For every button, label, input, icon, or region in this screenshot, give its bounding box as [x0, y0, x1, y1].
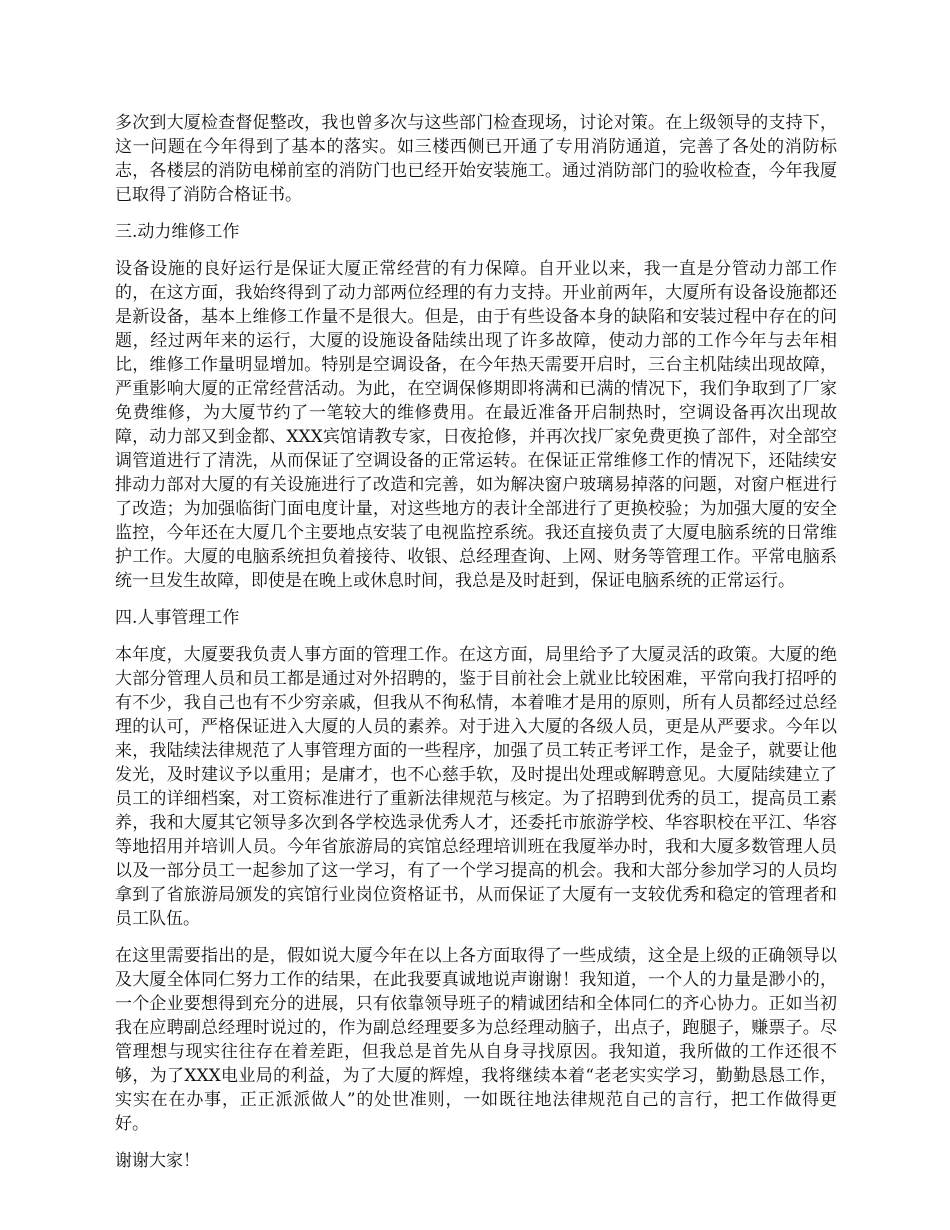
paragraph-power-maintenance: 设备设施的良好运行是保证大厦正常经营的有力保障。自开业以来，我一直是分管动力部工作的，在这方面，我始终得到了动力部两位经理的有力支持。开业前两年，大厦所有设备设施都还是新设备，基本上维修工作量不是很大。但是，由于有些设备本身的缺陷和安装过程中存在的问题，经过两年来的运行，大厦的设施设备陆续出现了许多故障，使动力部的工作今年与去年相比，维修工作量明显增加。特别是空调设备，在今年热天需要开启时，三台主机陆续出现故障，严重影响大厦的正常经营活动。为此，在空调保修期即将满和已满的情况下，我们争取到了厂家免费维修，为大厦节约了一笔较大的维修费用。在最近准备开启制热时，空调设备再次出现故障，动力部又到金都、XXX宾馆请教专家，日夜抢修，并再次找厂家免费更换了部件，对全部空调管道进行了清洗，从而保证了空调设备的正常运转。在保证正常维修工作的情况下，还陆续安排动力部对大厦的有关设施进行了改造和完善，如为解决窗户玻璃易掉落的问题，对窗户框进行了改造；为加强临街门面电度计量，对这些地方的表计全部进行了更换校验；为加强大厦的安全监控，今年还在大厦几个主要地点安装了电视监控系统。我还直接负责了大厦电脑系统的日常维护工作。大厦的电脑系统担负着接待、收银、总经理查询、上网、财务等管理工作。平常电脑系统一旦发生故障，即使是在晚上或休息时间，我总是及时赶到，保证电脑系统的正常运行。 — [115, 259, 837, 591]
section-heading-personnel-management: 四.人事管理工作 — [115, 608, 240, 628]
paragraph-personnel-management: 本年度，大厦要我负责人事方面的管理工作。在这方面，局里给予了大厦灵活的政策。大厦的绝大部分管理人员和员工都是通过对外招聘的，鉴于目前社会上就业比较困难，平常向我打招呼的有不少，我自己也有不少穷亲戚，但我从不徇私情，本着唯才是用的原则，所有人员都经过总经理的认可，严格保证进入大厦的人员的素养。对于进入大厦的各级人员，更是从严要求。今年以来，我陆续法律规范了人事管理方面的一些程序，加强了员工转正考评工作，是金子，就要让他发光，及时建议予以重用；是庸才，也不心慈手软，及时提出处理或解聘意见。大厦陆续建立了员工的详细档案，对工资标准进行了重新法律规范与核定。为了招聘到优秀的员工，提高员工素养，我和大厦其它领导多次到各学校选录优秀人才，还委托市旅游学校、华容职校在平江、华容等地招用并培训人员。今年省旅游局的宾馆总经理培训班在我厦举办时，我和大厦多数管理人员以及一部分员工一起参加了这一学习，有了一个学习提高的机会。我和大部分参加学习的人员均拿到了省旅游局颁发的宾馆行业岗位资格证书，从而保证了大厦有一支较优秀和稳定的管理者和员工队伍。 — [115, 645, 837, 929]
closing-thanks: 谢谢大家！ — [115, 1151, 200, 1171]
paragraph-conclusion: 在这里需要指出的是，假如说大厦今年在以上各方面取得了一些成绩，这全是上级的正确领导以及大厦全体同仁努力工作的结果，在此我要真诚地说声谢谢！我知道，一个人的力量是渺小的，一个企业要想得到充分的进展，只有依靠领导班子的精诚团结和全体同仁的齐心协力。正如当初我在应聘副总经理时说过的，作为副总经理要多为总经理动脑子，出点子，跑腿子，赚票子。尽管理想与现实往往存在着差距，但我总是首先从自身寻找原因。我知道，我所做的工作还很不够，为了XXX电业局的利益，为了大厦的辉煌，我将继续本着“老老实实学习，勤勤恳恳工作，实实在在办事，正正派派做人”的处世准则，一如既往地法律规范自己的言行，把工作做得更好。 — [115, 946, 837, 1134]
paragraph-fire-safety: 多次到大厦检查督促整改，我也曾多次与这些部门检查现场，讨论对策。在上级领导的支持下，这一问题在今年得到了基本的落实。如三楼西侧已开通了专用消防通道，完善了各处的消防标志，各楼层的消防电梯前室的消防门也已经开始安装施工。通过消防部门的验收检查，今年我厦已取得了消防合格证书。 — [115, 113, 837, 205]
document-page — [115, 111, 837, 1186]
section-heading-power-maintenance: 三.动力维修工作 — [115, 222, 240, 242]
